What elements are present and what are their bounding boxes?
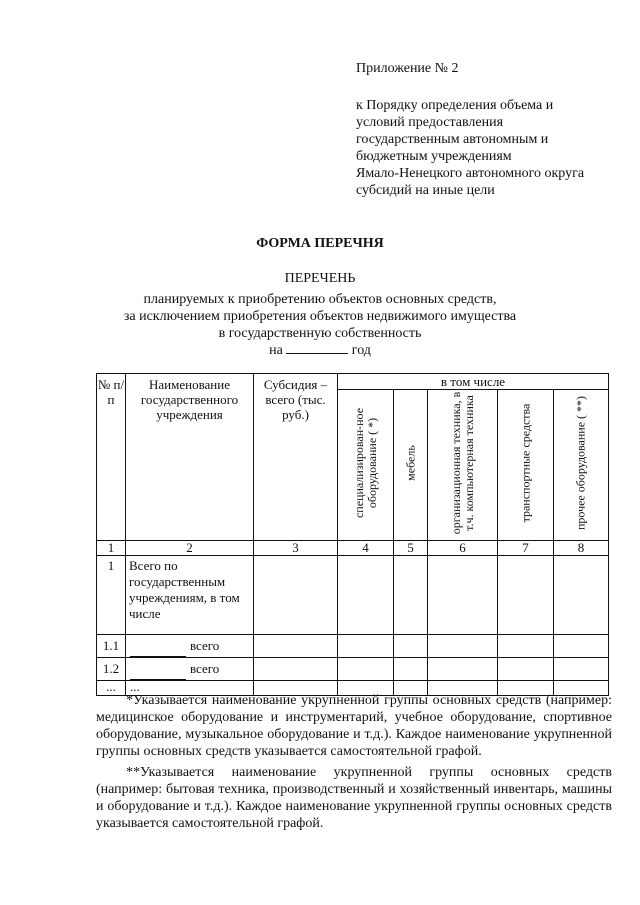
header-vehicles: транспортные средства	[498, 390, 554, 541]
row-name-cell	[126, 658, 254, 681]
row-name-cell	[126, 635, 254, 658]
cell	[498, 635, 554, 658]
header-office-equipment: организационная техника, в т.ч. компьютерная техника	[428, 390, 498, 541]
year-suffix: год	[351, 343, 371, 358]
appendix-line: субсидий на иные цели	[356, 183, 495, 198]
appendix-number: Приложение № 2	[356, 61, 459, 76]
year-prefix: на	[269, 343, 283, 358]
form-title: ФОРМА ПЕРЕЧНЯ	[256, 236, 384, 251]
table-row	[97, 635, 609, 658]
column-number: 6	[428, 541, 498, 556]
title-year-line	[0, 342, 640, 359]
appendix-line: к Порядку определения объема и	[356, 98, 554, 113]
cell	[394, 635, 428, 658]
row-num: 1.2	[97, 658, 126, 681]
name-blank	[130, 644, 186, 657]
column-numbers-row	[97, 541, 609, 556]
column-number: 7	[498, 541, 554, 556]
cell	[338, 658, 394, 681]
row-name: ...	[126, 681, 254, 696]
row-num: 1	[97, 556, 126, 635]
footnote-1: *Указывается наименование укрупненной группы основных средств (например: медицинское оборудование и инструментарий, учебное оборудование, спортивное оборудование, музыкальное оборудование и т.д.). Каждое наименование укрупненной группы основных средств указывается самостоятельной графой.	[96, 693, 612, 759]
cell	[554, 658, 609, 681]
column-number: 4	[338, 541, 394, 556]
header-num: № п/п	[97, 374, 126, 541]
title-line: за исключением приобретения объектов недвижимого имущества	[123, 309, 517, 324]
year-blank	[286, 342, 348, 354]
document-title	[0, 270, 640, 359]
footnote-2: **Указывается наименование укрупненной группы основных средств (например: бытовая техника, производственный и хозяйственный инвентарь, машины и оборудование и т.д.). Каждое наименование укрупненной группы основных средств указывается самостоятельной графой.	[96, 765, 612, 831]
appendix-block	[356, 60, 626, 199]
cell	[554, 556, 609, 635]
cell	[554, 635, 609, 658]
cell	[394, 658, 428, 681]
cell	[428, 635, 498, 658]
table-row	[97, 658, 609, 681]
cell	[338, 635, 394, 658]
column-number: 8	[554, 541, 609, 556]
title-heading: ПЕРЕЧЕНЬ	[284, 271, 356, 286]
header-including: в том числе	[338, 374, 609, 390]
column-number: 2	[126, 541, 254, 556]
appendix-line: государственным автономным и	[356, 132, 549, 147]
header-furniture: мебель	[394, 390, 428, 541]
row-name: Всего по государственным учреждениям, в том числе	[126, 556, 254, 635]
cell	[498, 556, 554, 635]
cell	[394, 556, 428, 635]
cell	[254, 658, 338, 681]
header-name: Наименование государственного учреждения	[126, 374, 254, 541]
row-name: всего	[190, 638, 220, 653]
cell	[254, 556, 338, 635]
cell	[498, 658, 554, 681]
header-other-equipment: прочее оборудование ( **)	[554, 390, 609, 541]
column-number: 1	[97, 541, 126, 556]
title-line: планируемых к приобретению объектов основных средств,	[143, 292, 497, 307]
header-special-equipment: специализирован-ное оборудование ( *)	[338, 390, 394, 541]
row-num: 1.1	[97, 635, 126, 658]
cell	[254, 635, 338, 658]
cell	[338, 556, 394, 635]
appendix-line: Ямало-Ненецкого автономного округа	[356, 166, 585, 181]
cell	[428, 556, 498, 635]
column-number: 5	[394, 541, 428, 556]
footnotes	[96, 692, 612, 836]
table-row	[97, 556, 609, 635]
appendix-line: бюджетным учреждениям	[356, 149, 512, 164]
cell	[428, 658, 498, 681]
header-subsidy: Субсидия – всего (тыс. руб.)	[254, 374, 338, 541]
appendix-line: условий предоставления	[356, 115, 504, 130]
column-number: 3	[254, 541, 338, 556]
row-num: ...	[97, 681, 126, 696]
title-line: в государственную собственность	[218, 326, 422, 341]
row-name: всего	[190, 661, 220, 676]
assets-table	[96, 373, 609, 696]
